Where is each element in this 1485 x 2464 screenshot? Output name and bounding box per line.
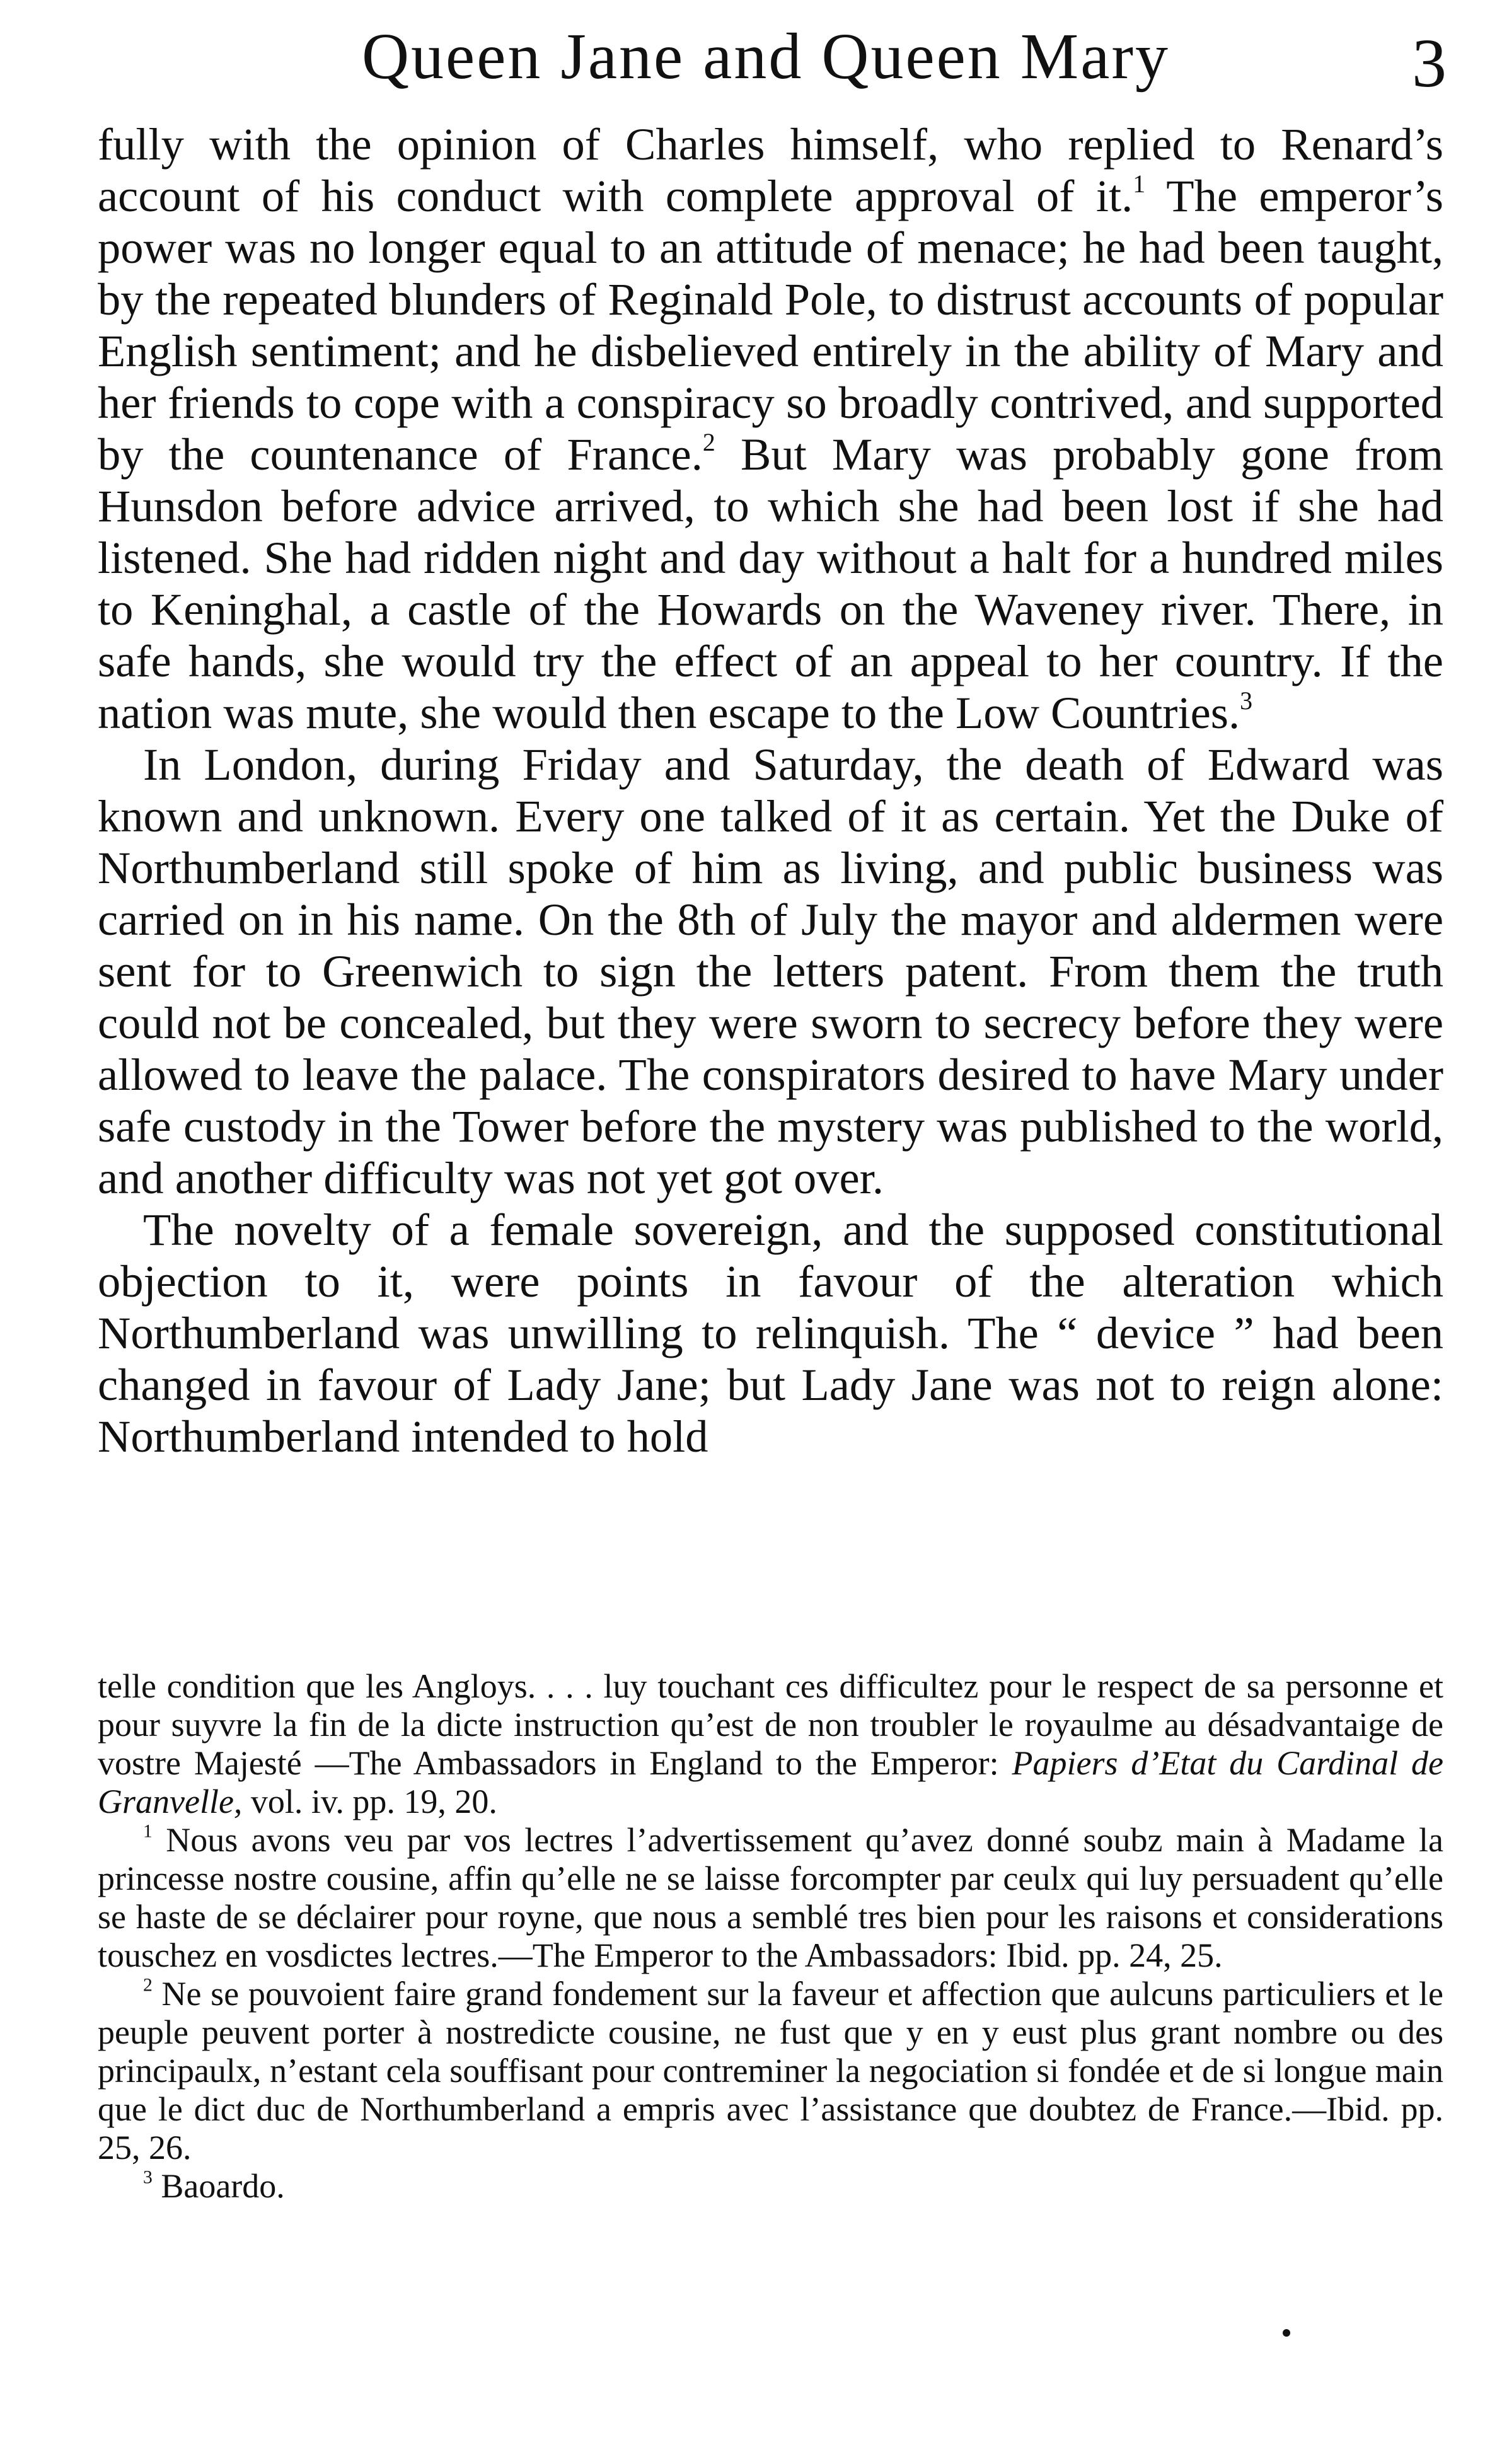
print-speck — [1283, 2329, 1290, 2337]
paragraph-1 — [98, 119, 1443, 739]
paragraph-1-text-c: But Mary was probably gone from Hunsdon before advice arrived, to which she had been lost if she had listened. She had ridden night and day without a halt for a hundred miles to Keninghal, a castle of the Howards on the Waveney river. There, in safe hands, she would try the effect of an appeal to her country. If the nation was mute, she would then escape to the Low Countries. — [98, 429, 1443, 738]
main-text — [98, 119, 1443, 1462]
footnote-3-mark: 3 — [143, 2167, 153, 2188]
footnote-1 — [98, 1821, 1443, 1975]
running-title: Queen Jane and Queen Mary — [361, 20, 1170, 93]
footnote-ref-2: 2 — [702, 428, 715, 457]
paragraph-1-text-a: fully with the opinion of Charles himself, who replied to Renard’s account of his conduct with complete approval of it. — [98, 119, 1443, 221]
paragraph-2: In London, during Friday and Saturday, the death of Edward was known and unknown. Every one talked of it as certain. Yet the Duke of Northumberland still spoke of him as living, and public business was carried on in his name. On the 8th of July the mayor and aldermen were sent for to Greenwich to sign the letters patent. From them the truth could not be concealed, but they were sworn to secrecy before they were allowed to leave the palace. The conspirators desired to have Mary under safe custody in the Tower before the mystery was published to the world, and another difficulty was not yet got over. — [98, 739, 1443, 1203]
footnote-continued-end: vol. iv. pp. 19, 20. — [242, 1783, 497, 1820]
running-head — [98, 19, 1453, 101]
footnote-ref-1: 1 — [1133, 170, 1146, 199]
footnote-2-text: Ne se pouvoient faire grand fondement sur la faveur et affection que aulcuns particuliers et le peuple peuvent porter à nostredicte cousine, ne fust que y en y eust plus grant nombre ou des principaulx, n’estant cela souffisant pour contreminer la negociation si fondée et de si longue main que le dict duc de Northumberland a empris avec l’assistance que doubtez de France.—Ibid. pp. 25, 26. — [98, 1975, 1443, 2166]
footnote-continued-source: Papiers d’Etat du Cardinal de Granvelle, — [98, 1744, 1443, 1820]
footnote-1-mark: 1 — [143, 1821, 153, 1842]
footnote-3-text: Baoardo. — [152, 2167, 285, 2205]
footnote-3 — [98, 2167, 1443, 2206]
page-number: 3 — [1412, 25, 1447, 101]
paragraph-3: The novelty of a female sovereign, and the supposed constitutional objection to it, were points in favour of the alteration which Northumberland was unwilling to relinquish. The “ device ” had been changed in favour of Lady Jane; but Lady Jane was not to reign alone: Northumberland intended to hold — [98, 1204, 1443, 1462]
footnote-2-mark: 2 — [143, 1975, 153, 1996]
paragraph-1-text-b: The emperor’s power was no longer equal to an attitude of menace; he had been taught, by the repeated blunders of Reginald Pole, to distrust accounts of popular English sentiment; and he disbelieved entirely in the ability of Mary and her friends to cope with a conspiracy so broadly contrived, and supported by the countenance of France. — [98, 170, 1443, 480]
footnote-continued-text: telle condition que les Angloys. . . . luy touchant ces difficultez pour le respect de sa personne et pour suyvre la fin de la dicte instruction qu’est de non troubler le royaulme au désadvantaige de vostre Majesté —The Ambassadors in England to the Emperor: — [98, 1667, 1443, 1782]
footnote-2 — [98, 1975, 1443, 2167]
footnote-ref-3: 3 — [1240, 686, 1253, 715]
footnote-continued — [98, 1667, 1443, 1821]
footnotes — [98, 1667, 1443, 2206]
footnote-1-text: Nous avons veu par vos lectres l’advertissement qu’avez donné soubz main à Madame la princesse nostre cousine, affin qu’elle ne se laisse forcompter par ceulx qui luy persuadent qu’elle se haste de se déclairer pour royne, que nous a semblé tres bien pour les raisons et considerations touschez en vosdictes lectres.—The Emperor to the Ambassadors: Ibid. pp. 24, 25. — [98, 1821, 1443, 1974]
